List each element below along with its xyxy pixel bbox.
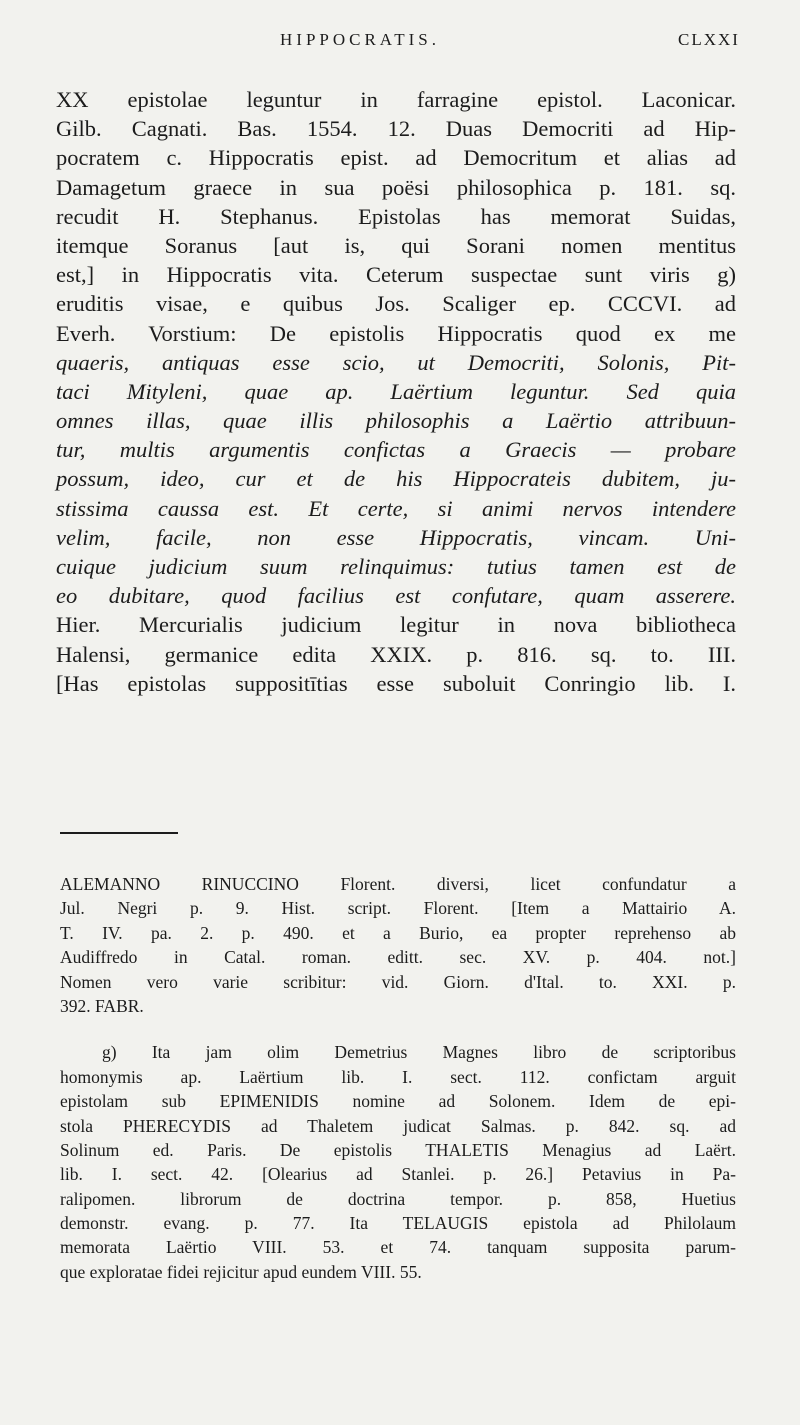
footnote-line: ralipomen. librorum de doctrina tempor. p. 858, Huetius [60, 1188, 736, 1209]
text-line: XX epistolae leguntur in farragine epistol. Laconicar. [56, 87, 736, 112]
text-line: itemque Soranus [aut is, qui Sorani nomen mentitus [56, 232, 736, 258]
text-line: est,] in Hippocratis vita. Ceterum suspectae sunt viris g) [56, 262, 736, 288]
text-line: quaeris, antiquas esse scio, ut Democriti, Solonis, Pit- [56, 349, 736, 375]
footnote-line: homonymis ap. Laërtium lib. I. sect. 112. confictam arguit [60, 1066, 736, 1087]
main-text [56, 85, 736, 698]
text-line: tur, multis argumentis confictas a Graecis — probare [56, 437, 736, 463]
text-line: omnes illas, quae illis philosophis a Laërtio attribuun- [56, 408, 736, 434]
text-line: eruditis visae, e quibus Jos. Scaliger ep. CCCVI. ad [56, 291, 736, 317]
footnote-line: Nomen vero varie scribitur: vid. Giorn. d'Ital. to. XXI. p. [60, 971, 736, 992]
footnote-rule [60, 832, 178, 834]
footnote-gap [60, 1018, 736, 1040]
footnote-line: que exploratae fidei rejicitur apud eundem VIII. 55. [60, 1261, 422, 1282]
text-line: recudit H. Stephanus. Epistolas has memorat Suidas, [56, 203, 736, 229]
footnote-line: g) Ita jam olim Demetrius Magnes libro de scriptoribus [102, 1042, 736, 1063]
footnote-line: epistolam sub EPIMENIDIS nomine ad Solonem. Idem de epi- [60, 1091, 736, 1112]
text-line: velim, facile, non esse Hippocratis, vincam. Uni- [56, 524, 736, 550]
footnote-line: lib. I. sect. 42. [Olearius ad Stanlei. p. 26.] Petavius in Pa- [60, 1164, 736, 1185]
footnote-a [60, 872, 736, 1018]
text-line: Everh. Vorstium: De epistolis Hippocratis quod ex me [56, 320, 736, 346]
text-line: Halensi, germanice edita XXIX. p. 816. sq. to. III. [56, 641, 736, 667]
footnote-line: memorata Laërtio VIII. 53. et 74. tanquam supposita parum- [60, 1237, 736, 1258]
page-header [0, 30, 800, 60]
footnote-line: T. IV. pa. 2. p. 490. et a Burio, ea propter reprehenso ab [60, 922, 736, 943]
footnote-line: demonstr. evang. p. 77. Ita TELAUGIS epistola ad Philolaum [60, 1213, 736, 1234]
text-line: taci Mityleni, quae ap. Laërtium leguntur. Sed quia [56, 378, 736, 404]
running-head: HIPPOCRATIS. [280, 30, 440, 49]
text-line: possum, ideo, cur et de his Hippocrateis dubitem, ju- [56, 466, 736, 492]
footnote-line: Solinum ed. Paris. De epistolis THALETIS Menagius ad Laërt. [60, 1139, 736, 1160]
text-line: pocratem c. Hippocratis epist. ad Democritum et alias ad [56, 145, 736, 171]
text-line: stissima caussa est. Et certe, si animi nervos intendere [56, 495, 736, 521]
footnotes [60, 872, 736, 1284]
text-line: cuique judicium suum relinquimus: tutius tamen est de [56, 554, 736, 579]
footnote-line: 392. FABR. [60, 995, 144, 1016]
footnote-line: Audiffredo in Catal. roman. editt. sec. XV. p. 404. not.] [60, 947, 736, 968]
footnote-g [60, 1040, 736, 1284]
text-line: eo dubitare, quod facilius est confutare, quam asserere. [56, 583, 736, 609]
footnote-line: Jul. Negri p. 9. Hist. script. Florent. [Item a Mattairio A. [60, 898, 736, 919]
text-line: [Has epistolas suppositītias esse suboluit Conringio lib. I. [56, 670, 736, 696]
page-number: CLXXI [678, 30, 740, 49]
text-line: Damagetum graece in sua poësi philosophica p. 181. sq. [56, 174, 736, 200]
text-line: Hier. Mercurialis judicium legitur in nova bibliotheca [56, 612, 736, 638]
footnote-line: ALEMANNO RINUCCINO Florent. diversi, licet confundatur a [60, 874, 736, 894]
text-line: Gilb. Cagnati. Bas. 1554. 12. Duas Democriti ad Hip- [56, 116, 736, 142]
footnote-line: stola PHERECYDIS ad Thaletem judicat Salmas. p. 842. sq. ad [60, 1115, 736, 1136]
